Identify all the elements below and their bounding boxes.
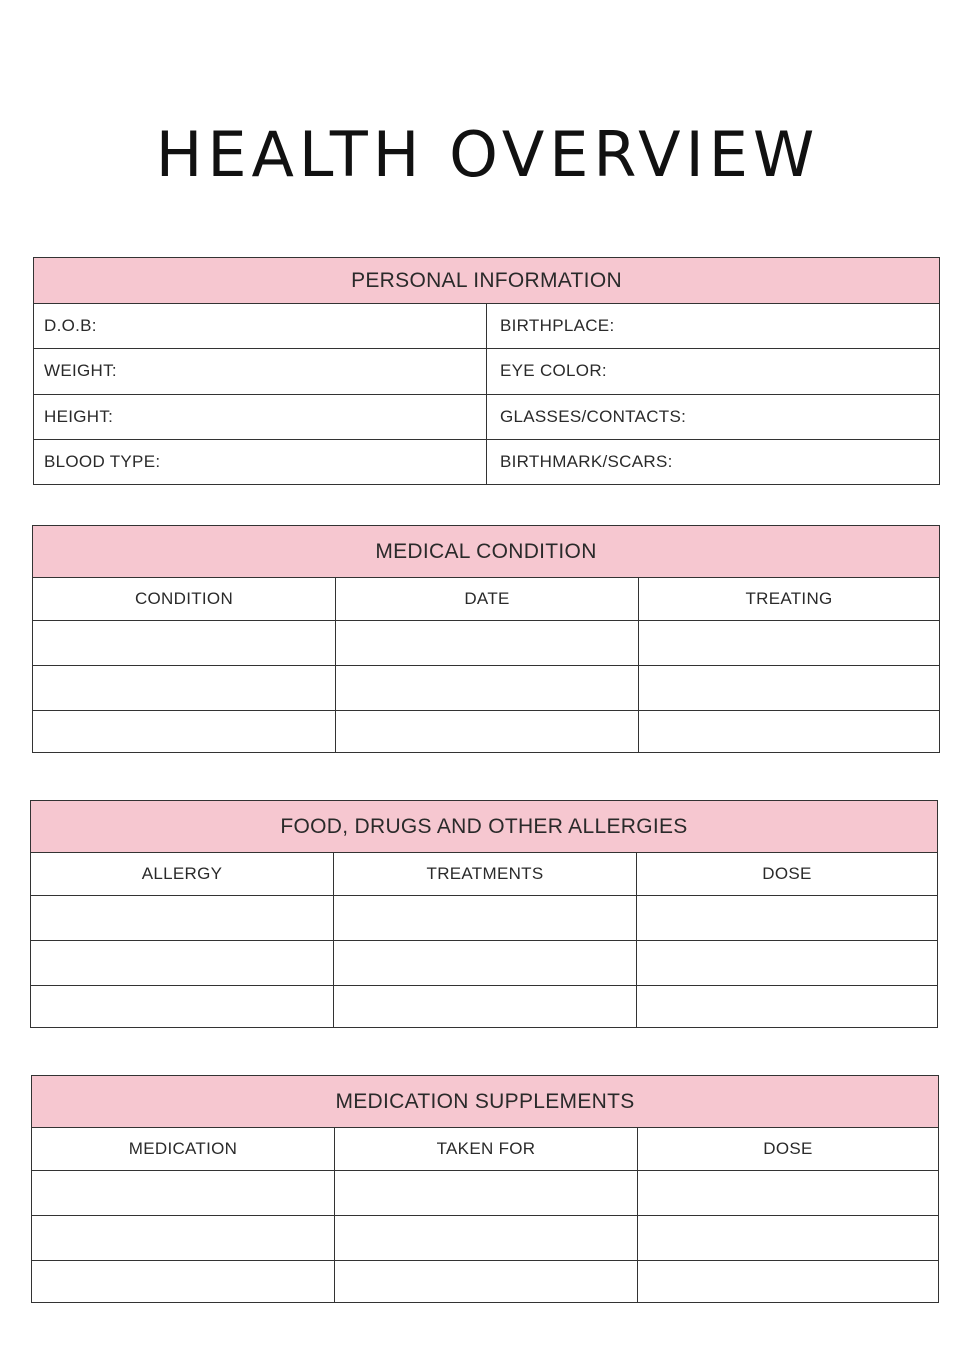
table-row (32, 1216, 938, 1261)
table-cell[interactable] (639, 666, 939, 710)
column-header-allergy: ALLERGY (31, 853, 334, 895)
personal-row (34, 349, 939, 394)
table-cell[interactable] (336, 711, 639, 753)
table-row (33, 621, 939, 666)
table-cell[interactable] (32, 1171, 335, 1215)
table-cell[interactable] (637, 986, 937, 1028)
personal-row (34, 440, 939, 485)
table-cell[interactable] (637, 896, 937, 940)
column-header-dose: DOSE (763, 1139, 813, 1158)
medication-supplements-section (31, 1075, 939, 1303)
birthplace-field[interactable]: BIRTHPLACE: (500, 316, 615, 336)
table-cell[interactable] (31, 941, 334, 985)
personal-row (34, 304, 939, 349)
table-cell[interactable] (638, 1171, 938, 1215)
table-cell[interactable] (335, 1216, 638, 1260)
table-cell[interactable] (639, 711, 939, 753)
table-cell[interactable] (31, 896, 334, 940)
weight-field[interactable]: WEIGHT: (34, 349, 487, 393)
table-row (32, 1171, 938, 1216)
table-row (31, 941, 937, 986)
table-cell[interactable] (336, 621, 639, 665)
allergies-heading: FOOD, DRUGS AND OTHER ALLERGIES (31, 801, 937, 853)
table-cell[interactable] (334, 986, 637, 1028)
table-cell[interactable] (32, 1216, 335, 1260)
table-cell[interactable] (335, 1171, 638, 1215)
table-header-row (31, 853, 937, 896)
allergies-section (30, 800, 938, 1028)
eye-color-field[interactable]: EYE COLOR: (500, 361, 607, 381)
column-header-medication: MEDICATION (32, 1128, 335, 1170)
column-header-condition: CONDITION (33, 578, 336, 620)
table-cell[interactable] (31, 986, 334, 1028)
table-header-row (32, 1128, 938, 1171)
blood-type-field[interactable]: BLOOD TYPE: (34, 440, 487, 485)
table-cell[interactable] (33, 621, 336, 665)
column-header-taken-for: TAKEN FOR (335, 1128, 638, 1170)
table-cell[interactable] (638, 1261, 938, 1303)
personal-row (34, 395, 939, 440)
table-row (32, 1261, 938, 1303)
table-cell[interactable] (334, 941, 637, 985)
medical-condition-heading: MEDICAL CONDITION (33, 526, 939, 578)
table-cell[interactable] (637, 941, 937, 985)
table-row (31, 896, 937, 941)
page-title: HEALTH OVERVIEW (155, 118, 820, 191)
table-row (31, 986, 937, 1028)
column-header-dose: DOSE (762, 864, 812, 883)
table-row (33, 711, 939, 753)
column-header-treating: TREATING (745, 589, 833, 608)
table-cell[interactable] (334, 896, 637, 940)
table-cell[interactable] (335, 1261, 638, 1303)
height-field[interactable]: HEIGHT: (34, 395, 487, 439)
personal-information-heading: PERSONAL INFORMATION (34, 258, 939, 304)
medical-condition-section (32, 525, 940, 753)
personal-information-section (33, 257, 940, 485)
table-row (33, 666, 939, 711)
column-header-treatments: TREATMENTS (334, 853, 637, 895)
table-cell[interactable] (639, 621, 939, 665)
column-header-date: DATE (336, 578, 639, 620)
table-cell[interactable] (33, 711, 336, 753)
table-cell[interactable] (336, 666, 639, 710)
table-cell[interactable] (33, 666, 336, 710)
table-cell[interactable] (32, 1261, 335, 1303)
birthmark-scars-field[interactable]: BIRTHMARK/SCARS: (500, 452, 673, 472)
table-header-row (33, 578, 939, 621)
glasses-contacts-field[interactable]: GLASSES/CONTACTS: (500, 406, 687, 426)
dob-field[interactable]: D.O.B: (34, 304, 487, 348)
medication-supplements-heading: MEDICATION SUPPLEMENTS (32, 1076, 938, 1128)
table-cell[interactable] (638, 1216, 938, 1260)
